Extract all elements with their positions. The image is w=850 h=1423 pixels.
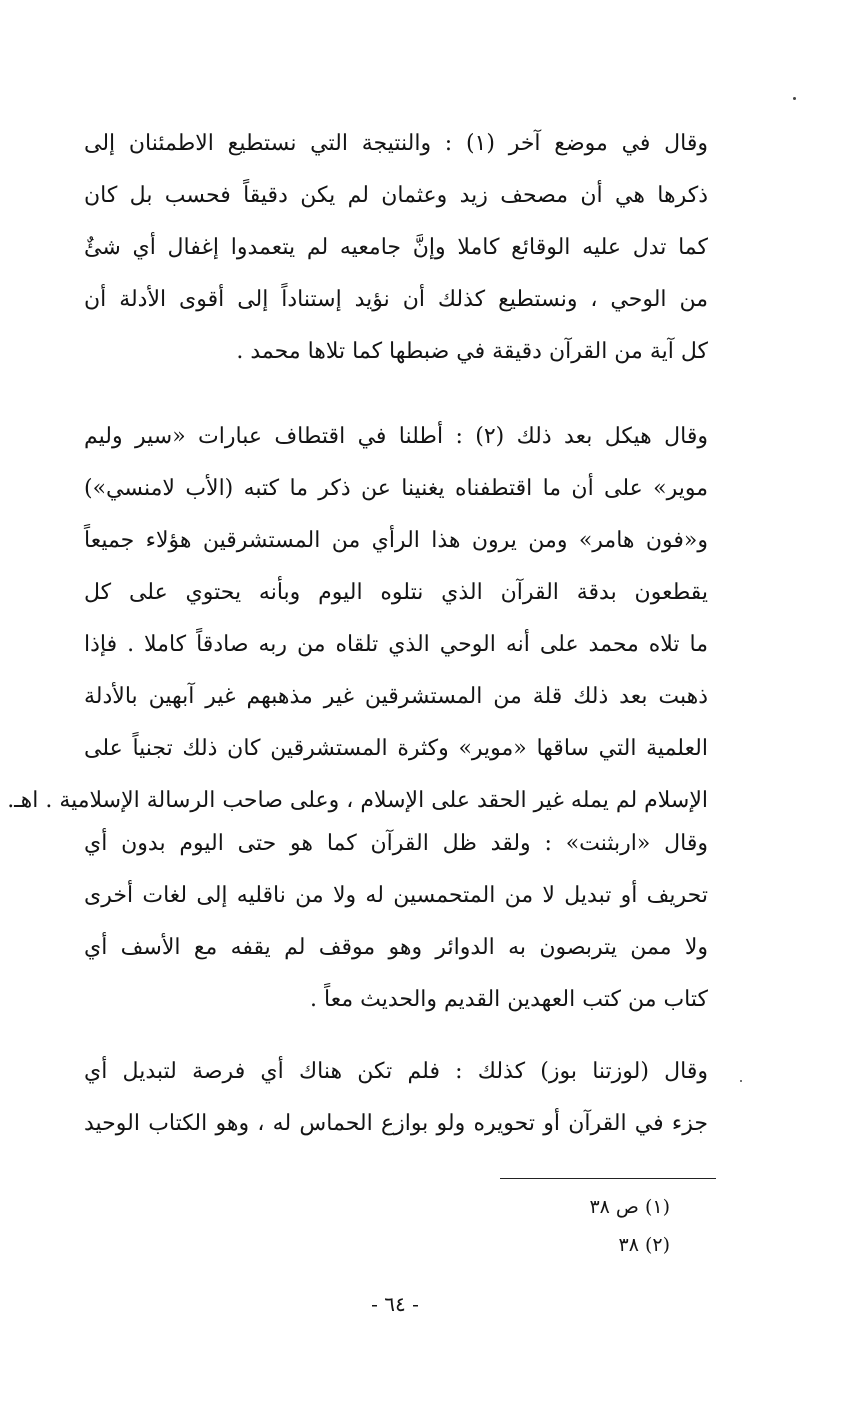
text-line: و«فون هامر» ومن يرون هذا الرأي من المستشرقين هؤلاء جميعاً	[84, 528, 708, 553]
paragraph	[84, 818, 708, 1026]
footnotes	[420, 1188, 670, 1264]
text-line: العلمية التي ساقها «موير» وكثرة المستشرقين كان ذلك تجنياً على	[84, 736, 708, 761]
text-line: كما تدل عليه الوقائع كاملا وإنَّ جامعيه لم يتعمدوا إغفال أي شئٌ	[84, 235, 708, 260]
paragraph	[84, 118, 708, 378]
text-line: وقال «اربثنت» : ولقد ظل القرآن كما هو حتى اليوم بدون أي	[84, 831, 708, 856]
text-line: وقال هيكل بعد ذلك (٢) : أطلنا في اقتطاف عبارات «سير وليم	[84, 424, 708, 449]
text-line: ذهبت بعد ذلك قلة من المستشرقين غير مذهبهم غير آبهين بالأدلة	[84, 684, 708, 709]
scan-speck	[793, 97, 796, 100]
page-number: - ٦٤ -	[371, 1292, 419, 1316]
footnote: (١) ص ٣٨	[589, 1196, 670, 1218]
scan-speck	[740, 1080, 742, 1082]
text-line: كل آية من القرآن دقيقة في ضبطها كما تلاها محمد .	[236, 339, 708, 364]
text-line: وقال في موضع آخر (١) : والنتيجة التي نستطيع الاطمئنان إلى	[84, 131, 708, 156]
text-line: يقطعون بدقة القرآن الذي نتلوه اليوم وبأنه يحتوي على كل	[84, 580, 708, 605]
text-line: ذكرها هي أن مصحف زيد وعثمان لم يكن دقيقاً فحسب بل كان	[84, 183, 708, 208]
text-line: جزء في القرآن أو تحويره ولو بوازع الحماس له ، وهو الكتاب الوحيد	[84, 1111, 708, 1136]
text-line: ولا ممن يتربصون به الدوائر وهو موقف لم يقفه مع الأسف أي	[84, 935, 708, 960]
text-line: الإسلام لم يمله غير الحقد على الإسلام ، وعلى صاحب الرسالة الإسلامية . اهـ.	[7, 788, 708, 813]
text-line: تحريف أو تبديل لا من المتحمسين له ولا من ناقليه إلى لغات أخرى	[84, 883, 708, 908]
paragraph	[7, 411, 708, 827]
text-line: وقال (لوزتنا بوز) كذلك : فلم تكن هناك أي فرصة لتبديل أي	[84, 1059, 708, 1084]
footnote: (٢) ٣٨	[618, 1234, 670, 1256]
text-line: ما تلاه محمد على أنه الوحي الذي تلقاه من ربه صادقاً كاملا . فإذا	[84, 632, 708, 657]
text-line: كتاب من كتب العهدين القديم والحديث معاً .	[310, 987, 708, 1012]
text-line: موير» على أن ما اقتطفناه يغنينا عن ذكر ما كتبه (الأب لامنسي»)	[84, 476, 708, 501]
paragraph	[84, 1046, 708, 1150]
footnote-divider	[500, 1178, 716, 1179]
text-line: من الوحي ، ونستطيع كذلك أن نؤيد إستناداً إلى أقوى الأدلة أن	[84, 287, 708, 312]
